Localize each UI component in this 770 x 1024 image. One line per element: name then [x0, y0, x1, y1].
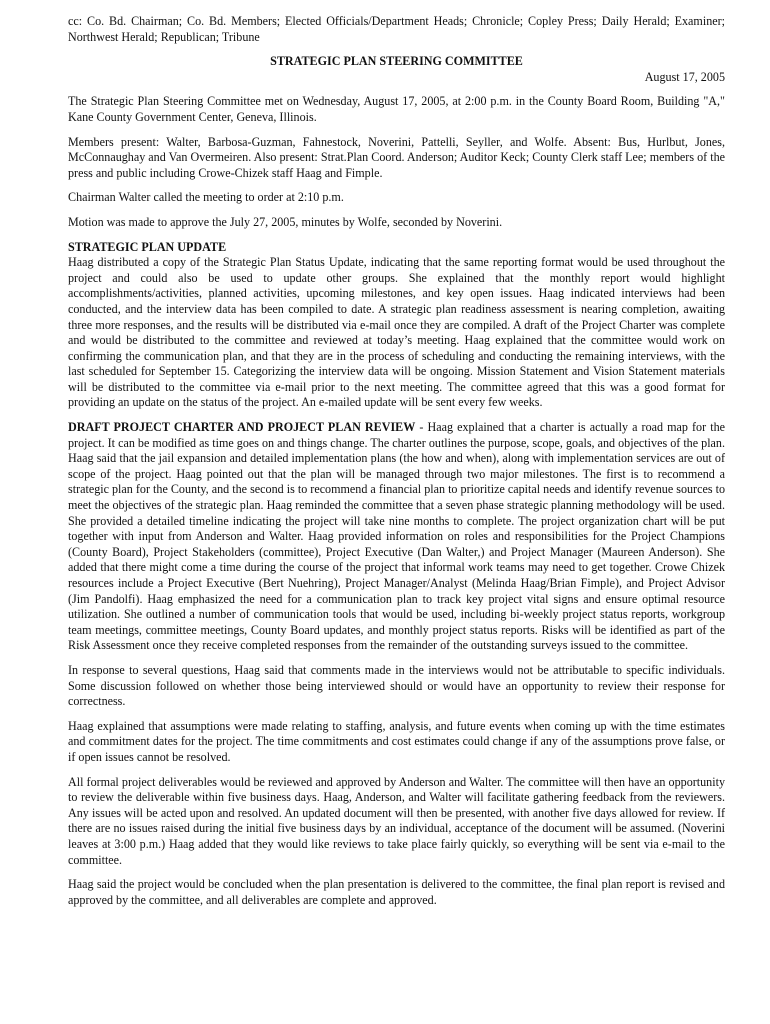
cc-distribution-line: cc: Co. Bd. Chairman; Co. Bd. Members; Elected Officials/Department Heads; Chronicle; Copley Press; Daily Herald; Examiner; Northwest Herald; Republican; Tribune: [68, 14, 725, 44]
charter-review-paragraph: [68, 420, 725, 654]
assumptions-paragraph: Haag explained that assumptions were made relating to staffing, analysis, and future events when coming up with the time estimates and commitment dates for the project. The time commitments and cost estimates could change if any of the assumptions prove false, or if open issues cannot be resolved.: [68, 718, 725, 764]
meeting-date: August 17, 2005: [644, 69, 725, 84]
strategic-plan-update-section: [68, 240, 725, 412]
strategic-plan-update-heading: STRATEGIC PLAN UPDATE: [68, 239, 227, 254]
call-to-order-paragraph: Chairman Walter called the meeting to order at 2:10 p.m.: [68, 190, 344, 205]
deliverables-paragraph: All formal project deliverables would be reviewed and approved by Anderson and Walter. The committee will then have an opportunity to review the deliverable within five business days. Haag, Anderson, and Walter will facilitate gathering feedback from the reviewers. Any issues will be acted upon and resolved. An updated document will then be presented, with another five days allowed for review. If there are no issues raised during the initial five business days by an individual, acceptance of the document will be assumed. (Noverini leaves at 3:00 p.m.) Haag added that they would like reviews to take place fairly quickly, so everything will be sent via e-mail to the committee.: [68, 774, 725, 867]
intro-paragraph: The Strategic Plan Steering Committee met on Wednesday, August 17, 2005, at 2:00 p.m. in the County Board Room, Building "A," Kane County Government Center, Geneva, Illinois.: [68, 94, 725, 124]
motion-paragraph: Motion was made to approve the July 27, 2005, minutes by Wolfe, seconded by Noverini.: [68, 214, 503, 229]
charter-review-body: - Haag explained that a charter is actually a road map for the project. It can be modified as time goes on and things change. The charter outlines the purpose, scope, goals, and objectives of the plan. Haag said that the jail expansion and detailed implementation plans (the how and when), along with implementation services are out of scope of the project. Haag pointed out that the plan will be managed through two major milestones. The first is to recommend a strategic plan for the County, and the second is to recommend a financial plan to prioritize capital needs and identify revenue sources to meet the objectives of the strategic plan. Haag reminded the committee that a seven phase strategic planning methodology will be used. She provided a detailed timeline indicating the project will take nine months to complete. The project organization chart will be put together with input from Anderson and Walter. Haag provided information on roles and responsibilities for the Project Champions (County Board), Project Stakeholders (committee), Project Executive (Dan Walter,) and Project Manager (Maureen Anderson). She added that there might come a time during the course of the project that informal work teams may need to get together. Crowe Chizek resources include a Project Executive (Bert Nuehring), Project Manager/Analyst (Melinda Haag/Brian Fimple), and Project Advisor (Jim Pandolfi). Haag emphasized the need for a communication plan to track key project vital signs and ensure optimal resource utilization. She outlined a number of communication tools that would be used, including bi-weekly project status reports, workgroup team meetings, committee meetings, County Board updates, and monthly project status reports. Risks will be identified as part of the Risk Assessment once they receive completed responses from the remainder of the outstanding surveys issued to the committee.: [68, 420, 725, 653]
members-paragraph: Members present: Walter, Barbosa-Guzman, Fahnestock, Noverini, Pattelli, Seyller, and Wolfe. Absent: Bus, Hurlbut, Jones, McConnaughay and Van Overmeiren. Also present: Strat.Plan Coord. Anderson; Auditor Keck; County Clerk staff Lee; members of the press and public including Crowe-Chizek staff Haag and Fimple.: [68, 134, 725, 180]
conclusion-paragraph: Haag said the project would be concluded when the plan presentation is delivered to the committee, the final plan report is revised and approved by the committee, and all deliverables are complete and approved.: [68, 877, 725, 907]
questions-paragraph: In response to several questions, Haag said that comments made in the interviews would not be attributable to specific individuals. Some discussion followed on whether those being interviewed should or would have an opportunity to review their response for correctness.: [68, 662, 725, 709]
document-title: STRATEGIC PLAN STEERING COMMITTEE: [270, 54, 523, 69]
strategic-plan-update-body: Haag distributed a copy of the Strategic Plan Status Update, indicating that the same reporting format would be used throughout the project and could also be used to update other groups. She explained that the monthly report would highlight accomplishments/activities, planned activities, upcoming milestones, and key open issues. Haag indicated interviews had been conducted, and the interview data has been compiled to date. A strategic plan readiness assessment is nearing completion, awaiting three more responses, and the results will be distributed via e-mail once they are compiled. A draft of the Project Charter was complete and would be distributed to the committee and reviewed at today’s meeting. Haag explained that the committee would work on confirming the communication plan, and that they are in the process of scheduling and conducting the remaining interviews, with the last scheduled for September 15. Categorizing the interview data will be ongoing. Mission Statement and Vision Statement materials will be distributed to the committee via e-mail prior to the next meeting. The committee agreed that this was a good format for providing an update on the status of the project. An e-mailed update will be sent every few weeks.: [68, 255, 725, 410]
charter-review-heading: DRAFT PROJECT CHARTER AND PROJECT PLAN REVIEW: [68, 420, 416, 435]
